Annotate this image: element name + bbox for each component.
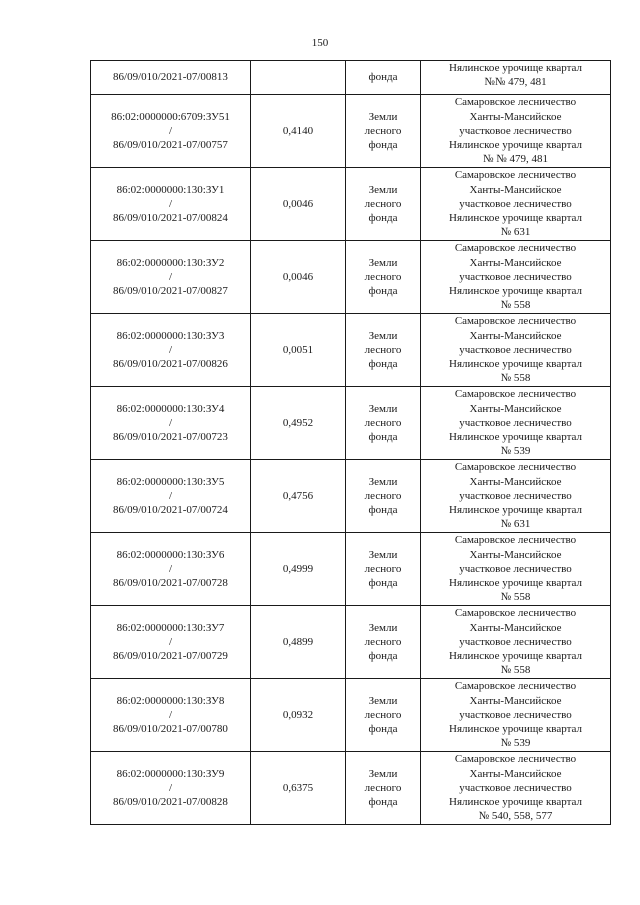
location-cell: [421, 606, 611, 679]
location-line: № 558: [500, 591, 531, 604]
cadastral-cell: [91, 533, 251, 606]
cadastral-line: /: [168, 124, 173, 137]
cadastral-line: /: [168, 781, 173, 794]
table-row: [91, 387, 611, 460]
location-line: Самаровское лесничество: [454, 534, 577, 547]
cadastral-line: 86/09/010/2021-07/00828: [113, 796, 228, 809]
category-line: Земли: [368, 621, 398, 634]
location-line: участковое лесничество: [459, 270, 572, 283]
location-cell: [421, 460, 611, 533]
cadastral-line: 86/09/010/2021-07/00729: [113, 650, 228, 663]
location-line: участковое лесничество: [459, 635, 572, 648]
category-cell: [346, 95, 421, 168]
location-line: № 540, 558, 577: [478, 810, 553, 823]
page-number: 150: [311, 37, 329, 49]
location-line: №№ 479, 481: [484, 76, 547, 89]
location-line: Ханты-Мансийское: [469, 548, 562, 561]
area-cell: 0,4999: [251, 533, 346, 606]
category-cell: [346, 241, 421, 314]
category-line: Земли: [368, 110, 398, 123]
location-line: Нялинское урочище квартал: [449, 504, 582, 517]
location-line: Нялинское урочище квартал: [449, 431, 582, 444]
category-line: лесного: [364, 416, 402, 429]
location-line: Самаровское лесничество: [454, 753, 577, 766]
area-cell: 0,0932: [251, 679, 346, 752]
location-line: Нялинское урочище квартал: [449, 358, 582, 371]
category-line: фонда: [368, 139, 398, 152]
category-line: фонда: [368, 504, 398, 517]
table-row: [91, 533, 611, 606]
location-line: участковое лесничество: [459, 708, 572, 721]
location-line: Самаровское лесничество: [454, 388, 577, 401]
table-row: [91, 95, 611, 168]
location-line: Ханты-Мансийское: [469, 329, 562, 342]
location-line: Нялинское урочище квартал: [449, 796, 582, 809]
location-cell: [421, 241, 611, 314]
category-line: лесного: [364, 708, 402, 721]
category-line: лесного: [364, 489, 402, 502]
category-line: фонда: [368, 723, 398, 736]
cadastral-line: /: [168, 270, 173, 283]
location-line: № 539: [500, 737, 531, 750]
location-cell: [421, 752, 611, 825]
category-line: лесного: [364, 197, 402, 210]
location-cell: [421, 387, 611, 460]
area-cell: 0,4140: [251, 95, 346, 168]
location-line: № 558: [500, 299, 531, 312]
category-cell: [346, 168, 421, 241]
cadastral-line: 86:02:0000000:130:ЗУ6: [116, 548, 225, 561]
category-line: лесного: [364, 635, 402, 648]
category-line: лесного: [364, 343, 402, 356]
area-cell: 0,0051: [251, 314, 346, 387]
location-line: № 539: [500, 445, 531, 458]
table-body: [91, 61, 611, 825]
category-line: фонда: [368, 285, 398, 298]
location-line: Нялинское урочище квартал: [449, 285, 582, 298]
cadastral-cell: [91, 61, 251, 95]
area-cell: 0,0046: [251, 168, 346, 241]
cadastral-line: 86/09/010/2021-07/00826: [113, 358, 228, 371]
cadastral-cell: [91, 679, 251, 752]
category-line: Земли: [368, 694, 398, 707]
cadastral-line: 86/09/010/2021-07/00780: [113, 723, 228, 736]
category-cell: [346, 679, 421, 752]
location-line: Самаровское лесничество: [454, 607, 577, 620]
category-line: фонда: [368, 212, 398, 225]
location-line: Ханты-Мансийское: [469, 475, 562, 488]
location-line: Самаровское лесничество: [454, 680, 577, 693]
category-line: Земли: [368, 475, 398, 488]
cadastral-line: /: [168, 416, 173, 429]
table-row: [91, 606, 611, 679]
table-row: [91, 314, 611, 387]
location-line: Ханты-Мансийское: [469, 767, 562, 780]
location-line: Самаровское лесничество: [454, 169, 577, 182]
land-plots-table: [90, 60, 611, 825]
category-cell: фонда: [346, 61, 421, 95]
location-line: участковое лесничество: [459, 781, 572, 794]
cadastral-line: /: [168, 197, 173, 210]
location-line: № 558: [500, 664, 531, 677]
location-cell: [421, 168, 611, 241]
table-row: [91, 241, 611, 314]
category-line: Земли: [368, 767, 398, 780]
cadastral-cell: [91, 241, 251, 314]
location-line: Нялинское урочище квартал: [449, 212, 582, 225]
location-line: Нялинское урочище квартал: [449, 139, 582, 152]
cadastral-line: 86:02:0000000:6709:ЗУ51: [111, 110, 230, 123]
location-line: Самаровское лесничество: [454, 96, 577, 109]
cadastral-line: 86:02:0000000:130:ЗУ5: [116, 475, 225, 488]
table-row: [91, 61, 611, 95]
category-line: фонда: [368, 358, 398, 371]
location-line: участковое лесничество: [459, 562, 572, 575]
location-line: Ханты-Мансийское: [469, 402, 562, 415]
category-line: лесного: [364, 562, 402, 575]
area-cell: 0,4952: [251, 387, 346, 460]
area-cell: [251, 61, 346, 95]
location-line: участковое лесничество: [459, 343, 572, 356]
location-line: Самаровское лесничество: [454, 242, 577, 255]
cadastral-cell: [91, 314, 251, 387]
area-cell: 0,4899: [251, 606, 346, 679]
category-cell: [346, 387, 421, 460]
location-line: участковое лесничество: [459, 416, 572, 429]
location-line: Ханты-Мансийское: [469, 694, 562, 707]
cadastral-cell: [91, 752, 251, 825]
cadastral-line: 86:02:0000000:130:ЗУ8: [116, 694, 225, 707]
category-line: фонда: [368, 431, 398, 444]
location-line: Самаровское лесничество: [454, 461, 577, 474]
location-line: Ханты-Мансийское: [469, 256, 562, 269]
category-cell: [346, 533, 421, 606]
cadastral-line: /: [168, 343, 173, 356]
location-cell: [421, 314, 611, 387]
location-line: Нялинское урочище квартал: [449, 650, 582, 663]
location-cell: [421, 679, 611, 752]
table-row: [91, 752, 611, 825]
table-row: [91, 168, 611, 241]
location-line: Ханты-Мансийское: [469, 621, 562, 634]
location-line: № 558: [500, 372, 531, 385]
location-line: Ханты-Мансийское: [469, 110, 562, 123]
location-line: Нялинское урочище квартал: [449, 723, 582, 736]
location-cell: [421, 533, 611, 606]
category-line: фонда: [368, 650, 398, 663]
cadastral-line: 86:02:0000000:130:ЗУ2: [116, 256, 225, 269]
table-row: [91, 460, 611, 533]
cadastral-line: 86:02:0000000:130:ЗУ3: [116, 329, 225, 342]
category-line: фонда: [368, 796, 398, 809]
category-line: Земли: [368, 402, 398, 415]
area-cell: 0,6375: [251, 752, 346, 825]
cadastral-line: 86:02:0000000:130:ЗУ1: [116, 183, 225, 196]
location-line: участковое лесничество: [459, 197, 572, 210]
location-line: Самаровское лесничество: [454, 315, 577, 328]
cadastral-line: 86:02:0000000:130:ЗУ4: [116, 402, 225, 415]
cadastral-line: /: [168, 489, 173, 502]
cadastral-cell: [91, 460, 251, 533]
category-cell: [346, 752, 421, 825]
cadastral-line: /: [168, 562, 173, 575]
location-line: участковое лесничество: [459, 124, 572, 137]
category-line: Земли: [368, 256, 398, 269]
cadastral-cell: [91, 168, 251, 241]
category-line: фонда: [368, 577, 398, 590]
cadastral-cell: [91, 95, 251, 168]
location-cell: [421, 61, 611, 95]
location-line: № № 479, 481: [483, 153, 548, 166]
cadastral-cell: [91, 387, 251, 460]
location-line: № 631: [500, 518, 531, 531]
cadastral-line: 86:02:0000000:130:ЗУ9: [116, 767, 225, 780]
location-cell: [421, 95, 611, 168]
category-cell: [346, 606, 421, 679]
category-cell: [346, 460, 421, 533]
location-line: Нялинское урочище квартал: [449, 62, 582, 74]
category-cell: [346, 314, 421, 387]
cadastral-line: 86:02:0000000:130:ЗУ7: [116, 621, 225, 634]
category-line: лесного: [364, 124, 402, 137]
location-line: Нялинское урочище квартал: [449, 577, 582, 590]
category-line: лесного: [364, 781, 402, 794]
cadastral-cell: [91, 606, 251, 679]
cadastral-line: /: [168, 708, 173, 721]
table-row: [91, 679, 611, 752]
category-line: Земли: [368, 548, 398, 561]
cadastral-line: 86/09/010/2021-07/00757: [113, 139, 228, 152]
cadastral-line: /: [168, 635, 173, 648]
location-line: Ханты-Мансийское: [469, 183, 562, 196]
cadastral-line: 86/09/010/2021-07/00724: [113, 504, 228, 517]
cadastral-line: 86/09/010/2021-07/00827: [113, 285, 228, 298]
cadastral-line: 86/09/010/2021-07/00728: [113, 577, 228, 590]
category-line: Земли: [368, 329, 398, 342]
category-line: лесного: [364, 270, 402, 283]
location-line: № 631: [500, 226, 531, 239]
cadastral-line: 86/09/010/2021-07/00824: [113, 212, 228, 225]
location-line: участковое лесничество: [459, 489, 572, 502]
category-line: Земли: [368, 183, 398, 196]
cadastral-line: 86/09/010/2021-07/00723: [113, 431, 228, 444]
area-cell: 0,4756: [251, 460, 346, 533]
area-cell: 0,0046: [251, 241, 346, 314]
cadastral-number: 86/09/010/2021-07/00813: [113, 71, 228, 84]
